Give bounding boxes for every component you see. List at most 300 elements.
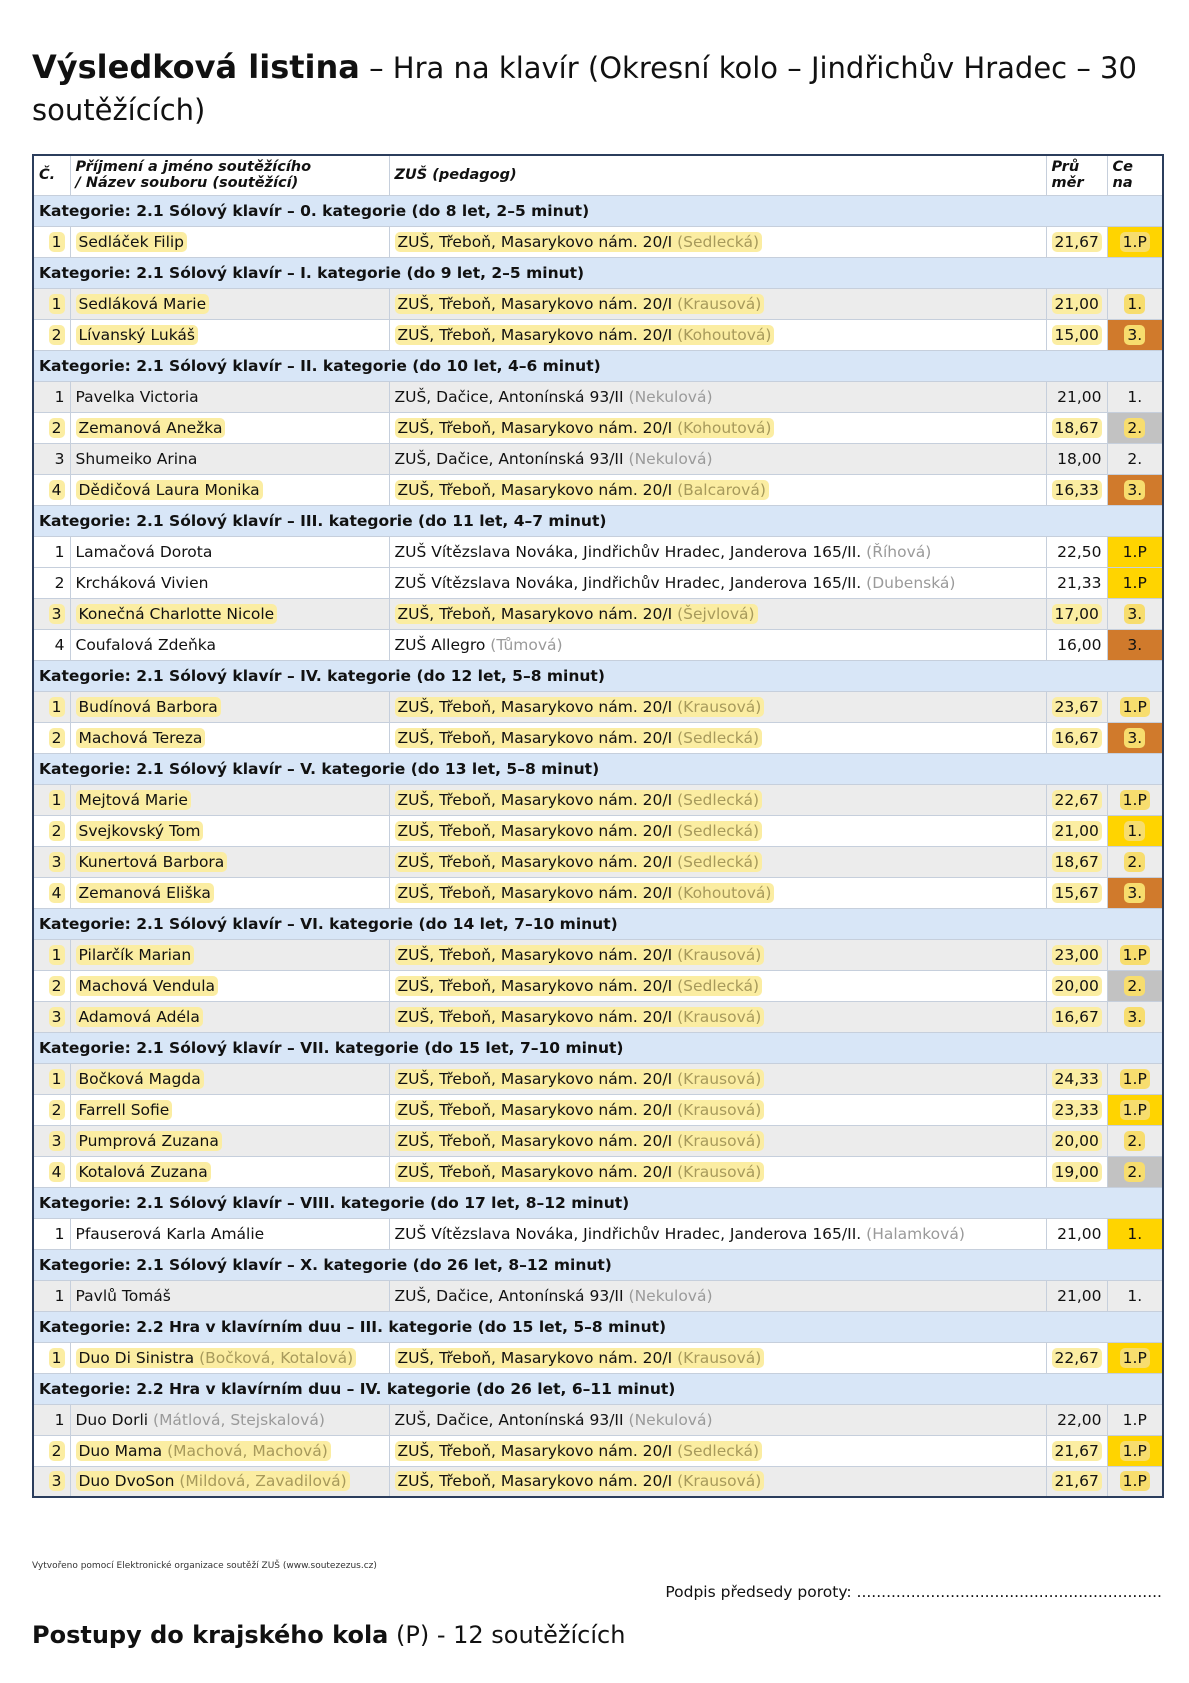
prize-cell: [1107, 970, 1163, 1001]
prize-badge: 1.P: [1122, 573, 1147, 592]
teacher-name: (Sedlecká): [677, 821, 759, 840]
school-name: ZUŠ, Dačice, Antonínská 93/II: [394, 387, 624, 406]
prize-cell: [1107, 1466, 1163, 1497]
school-wrap: [395, 604, 758, 624]
contestant-wrap: [76, 450, 198, 468]
average-cell: [1046, 381, 1107, 412]
school-cell: [389, 691, 1046, 722]
average-score: 23,67: [1052, 697, 1102, 717]
school-wrap: [395, 450, 713, 468]
school-name: ZUŠ, Třeboň, Masarykovo nám. 20/I: [397, 480, 673, 499]
contestant-wrap: [76, 1100, 173, 1120]
school-wrap: [395, 883, 775, 903]
result-row: [33, 536, 1163, 567]
teacher-name: (Nekulová): [628, 387, 713, 406]
contestant-wrap: [76, 294, 210, 314]
school-cell: [389, 1435, 1046, 1466]
rank-cell: [33, 1094, 70, 1125]
teacher-name: (Sedlecká): [677, 232, 759, 251]
teacher-name: (Krausová): [677, 945, 762, 964]
school-name: ZUŠ, Třeboň, Masarykovo nám. 20/I: [397, 1069, 673, 1088]
contestant-wrap: [76, 1287, 171, 1305]
average-cell: [1046, 474, 1107, 505]
average-cell: [1046, 846, 1107, 877]
contestant-cell: [70, 1001, 389, 1032]
contestant-name: Duo Mama: [78, 1441, 163, 1460]
rank-cell: [33, 412, 70, 443]
rank-number: 2: [49, 821, 65, 841]
average-score: 22,00: [1057, 1410, 1102, 1429]
rank-number: 1: [49, 790, 65, 810]
rank-cell: [33, 288, 70, 319]
school-cell: [389, 939, 1046, 970]
school-cell: [389, 226, 1046, 257]
prize-cell: [1107, 1404, 1163, 1435]
average-cell: [1046, 1218, 1107, 1249]
prize-badge: 3.: [1124, 325, 1145, 345]
school-name: ZUŠ Allegro: [394, 635, 486, 654]
average-cell: [1046, 722, 1107, 753]
rank-number: 1: [49, 697, 65, 717]
prize-badge: 2.: [1124, 852, 1145, 872]
school-cell: [389, 1280, 1046, 1311]
rank-cell: [33, 1001, 70, 1032]
prize-cell: [1107, 629, 1163, 660]
header-num: Č.: [33, 155, 70, 195]
prize-cell: [1107, 1342, 1163, 1373]
prize-badge: 2.: [1127, 449, 1143, 468]
average-score: 22,67: [1052, 790, 1102, 810]
header-school: ZUŠ (pedagog): [389, 155, 1046, 195]
teacher-name: (Tůmová): [490, 635, 563, 654]
category-row: [33, 908, 1163, 939]
contestant-cell: [70, 691, 389, 722]
school-wrap: [395, 636, 563, 654]
category-row: [33, 1187, 1163, 1218]
rank-number: 1: [49, 294, 65, 314]
contestant-cell: [70, 629, 389, 660]
contestant-cell: [70, 288, 389, 319]
contestant-name: Krcháková Vivien: [75, 573, 209, 592]
prize-badge: 1.: [1127, 1286, 1143, 1305]
rank-number: 1: [49, 1069, 65, 1089]
rank-number: 1: [49, 1348, 65, 1368]
rank-cell: [33, 784, 70, 815]
category-label: Kategorie: 2.1 Sólový klavír – VIII. kategorie (do 17 let, 8–12 minut): [33, 1187, 1163, 1218]
school-cell: [389, 1156, 1046, 1187]
contestant-cell: [70, 567, 389, 598]
school-wrap: [395, 790, 763, 810]
category-label: Kategorie: 2.2 Hra v klavírním duu – III. kategorie (do 15 let, 5–8 minut): [33, 1311, 1163, 1342]
school-name: ZUŠ, Třeboň, Masarykovo nám. 20/I: [397, 790, 673, 809]
contestant-wrap: [76, 1348, 357, 1368]
contestant-name: Budínová Barbora: [78, 697, 218, 716]
school-name: ZUŠ, Třeboň, Masarykovo nám. 20/I: [397, 325, 673, 344]
average-cell: [1046, 598, 1107, 629]
rank-cell: [33, 381, 70, 412]
contestant-name: Kotalová Zuzana: [78, 1162, 208, 1181]
contestant-cell: [70, 536, 389, 567]
average-score: 22,50: [1057, 542, 1102, 561]
category-row: [33, 350, 1163, 381]
contestant-name: Dědičová Laura Monika: [78, 480, 260, 499]
school-name: ZUŠ, Třeboň, Masarykovo nám. 20/I: [397, 945, 673, 964]
contestant-cell: [70, 226, 389, 257]
prize-badge: 1.P: [1120, 1471, 1150, 1491]
school-cell: [389, 1094, 1046, 1125]
contestant-wrap: [76, 543, 213, 561]
average-score: 20,00: [1052, 1131, 1102, 1151]
result-row: [33, 1156, 1163, 1187]
average-score: 21,67: [1052, 1471, 1102, 1491]
teacher-name: (Kohoutová): [677, 418, 772, 437]
average-cell: [1046, 1404, 1107, 1435]
contestant-name: Bočková Magda: [78, 1069, 201, 1088]
rank-cell: [33, 877, 70, 908]
average-cell: [1046, 1063, 1107, 1094]
contestant-wrap: [76, 697, 221, 717]
contestant-name: Pumprová Zuzana: [78, 1131, 219, 1150]
prize-cell: [1107, 1125, 1163, 1156]
rank-cell: [33, 1404, 70, 1435]
contestant-cell: [70, 939, 389, 970]
contestant-name: Mejtová Marie: [78, 790, 188, 809]
prize-badge: 3.: [1127, 635, 1143, 654]
school-cell: [389, 567, 1046, 598]
prize-cell: [1107, 1063, 1163, 1094]
average-score: 20,00: [1052, 976, 1102, 996]
prize-badge: 1.P: [1122, 542, 1147, 561]
result-row: [33, 1063, 1163, 1094]
average-score: 16,33: [1052, 480, 1102, 500]
average-cell: [1046, 815, 1107, 846]
contestant-name: Lívanský Lukáš: [78, 325, 195, 344]
rank-number: 4: [54, 635, 65, 654]
rank-cell: [33, 1280, 70, 1311]
contestant-wrap: [76, 1007, 203, 1027]
contestant-name: Machová Vendula: [78, 976, 216, 995]
header-avg: [1046, 155, 1107, 195]
school-name: ZUŠ, Třeboň, Masarykovo nám. 20/I: [397, 1162, 673, 1181]
school-name: ZUŠ, Třeboň, Masarykovo nám. 20/I: [397, 294, 673, 313]
contestant-cell: [70, 381, 389, 412]
teacher-name: (Sedlecká): [677, 790, 759, 809]
result-row: [33, 815, 1163, 846]
rank-cell: [33, 1342, 70, 1373]
contestant-name: Sedláková Marie: [78, 294, 207, 313]
average-score: 23,00: [1052, 945, 1102, 965]
category-row: [33, 1373, 1163, 1404]
prize-badge: 2.: [1124, 418, 1145, 438]
average-score: 16,67: [1052, 728, 1102, 748]
prize-badge: 2.: [1124, 1131, 1145, 1151]
contestant-cell: [70, 846, 389, 877]
average-cell: [1046, 939, 1107, 970]
prize-badge: 1.P: [1122, 1410, 1147, 1429]
prize-cell: [1107, 1435, 1163, 1466]
prize-badge: 1.P: [1120, 945, 1150, 965]
average-score: 15,67: [1052, 883, 1102, 903]
prize-badge: 1.P: [1120, 697, 1150, 717]
contestant-wrap: [76, 1411, 325, 1429]
header-name: [70, 155, 389, 195]
prize-cell: [1107, 1001, 1163, 1032]
school-name: ZUŠ, Třeboň, Masarykovo nám. 20/I: [397, 728, 673, 747]
results-body: [33, 195, 1163, 1497]
prize-cell: [1107, 443, 1163, 474]
category-label: Kategorie: 2.2 Hra v klavírním duu – IV. kategorie (do 26 let, 6–11 minut): [33, 1373, 1163, 1404]
contestant-wrap: [76, 1162, 211, 1182]
title-bold: Výsledková listina: [32, 48, 360, 86]
school-name: ZUŠ, Třeboň, Masarykovo nám. 20/I: [397, 976, 673, 995]
prize-badge: 1.P: [1120, 232, 1150, 252]
signature-line: Podpis předsedy poroty: ..............................................................: [665, 1583, 1162, 1601]
prize-badge: 1.P: [1120, 1441, 1150, 1461]
contestant-name: Duo Di Sinistra: [78, 1348, 195, 1367]
prize-badge: 3.: [1124, 728, 1145, 748]
category-row: [33, 660, 1163, 691]
rank-number: 1: [54, 387, 65, 406]
postupy-rest: (P) - 12 soutěžících: [388, 1621, 626, 1649]
teacher-name: (Sedlecká): [677, 728, 759, 747]
contestant-name: Shumeiko Arina: [75, 449, 198, 468]
contestant-cell: [70, 1280, 389, 1311]
result-row: [33, 474, 1163, 505]
school-wrap: [395, 418, 775, 438]
ensemble-members: (Mátlová, Stejskalová): [153, 1410, 325, 1429]
rank-number: 3: [49, 852, 65, 872]
teacher-name: (Krausová): [677, 1131, 762, 1150]
school-cell: [389, 970, 1046, 1001]
contestant-cell: [70, 1466, 389, 1497]
school-cell: [389, 1218, 1046, 1249]
category-label: Kategorie: 2.1 Sólový klavír – V. kategorie (do 13 let, 5–8 minut): [33, 753, 1163, 784]
prize-cell: [1107, 815, 1163, 846]
rank-number: 1: [49, 232, 65, 252]
school-wrap: [395, 294, 765, 314]
rank-cell: [33, 691, 70, 722]
school-wrap: [395, 1069, 765, 1089]
contestant-wrap: [76, 1225, 265, 1243]
school-wrap: [395, 1162, 765, 1182]
contestant-wrap: [76, 821, 204, 841]
school-cell: [389, 474, 1046, 505]
prize-badge: 1.: [1124, 294, 1145, 314]
contestant-wrap: [76, 1471, 350, 1491]
prize-cell: [1107, 939, 1163, 970]
teacher-name: (Sedlecká): [677, 852, 759, 871]
result-row: [33, 1218, 1163, 1249]
prize-badge: 3.: [1124, 1007, 1145, 1027]
contestant-wrap: [76, 1441, 331, 1461]
average-cell: [1046, 691, 1107, 722]
result-row: [33, 567, 1163, 598]
category-row: [33, 753, 1163, 784]
average-score: 21,67: [1052, 1441, 1102, 1461]
rank-number: 1: [49, 945, 65, 965]
contestant-cell: [70, 1063, 389, 1094]
header-prize: [1107, 155, 1163, 195]
prize-badge: 1.P: [1120, 1100, 1150, 1120]
rank-number: 2: [49, 418, 65, 438]
result-row: [33, 1094, 1163, 1125]
contestant-cell: [70, 319, 389, 350]
contestant-name: Adamová Adéla: [78, 1007, 200, 1026]
prize-cell: [1107, 412, 1163, 443]
school-wrap: [395, 1287, 713, 1305]
school-wrap: [395, 976, 763, 996]
school-name: ZUŠ Vítězslava Nováka, Jindřichův Hradec, Janderova 165/II.: [394, 1224, 862, 1243]
school-name: ZUŠ, Dačice, Antonínská 93/II: [394, 449, 624, 468]
average-cell: [1046, 1280, 1107, 1311]
school-name: ZUŠ, Třeboň, Masarykovo nám. 20/I: [397, 418, 673, 437]
result-row: [33, 381, 1163, 412]
school-name: ZUŠ, Dačice, Antonínská 93/II: [394, 1410, 624, 1429]
rank-number: 2: [49, 976, 65, 996]
prize-cell: [1107, 1156, 1163, 1187]
average-cell: [1046, 970, 1107, 1001]
average-score: 24,33: [1052, 1069, 1102, 1089]
postupy-bold: Postupy do krajského kola: [32, 1621, 389, 1649]
contestant-name: Machová Tereza: [78, 728, 203, 747]
prize-badge: 3.: [1124, 883, 1145, 903]
average-score: 15,00: [1052, 325, 1102, 345]
school-wrap: [395, 1131, 765, 1151]
average-cell: [1046, 1466, 1107, 1497]
school-cell: [389, 288, 1046, 319]
rank-number: 2: [49, 325, 65, 345]
teacher-name: (Krausová): [677, 1348, 762, 1367]
category-label: Kategorie: 2.1 Sólový klavír – I. kategorie (do 9 let, 2–5 minut): [33, 257, 1163, 288]
school-wrap: [395, 574, 956, 592]
average-score: 19,00: [1052, 1162, 1102, 1182]
prize-cell: [1107, 691, 1163, 722]
contestant-wrap: [76, 790, 191, 810]
average-score: 23,33: [1052, 1100, 1102, 1120]
average-cell: [1046, 877, 1107, 908]
contestant-cell: [70, 474, 389, 505]
teacher-name: (Sedlecká): [677, 976, 759, 995]
rank-cell: [33, 629, 70, 660]
result-row: [33, 846, 1163, 877]
school-name: ZUŠ, Třeboň, Masarykovo nám. 20/I: [397, 883, 673, 902]
average-score: 21,00: [1052, 821, 1102, 841]
contestant-wrap: [76, 945, 195, 965]
teacher-name: (Dubenská): [866, 573, 956, 592]
contestant-name: Kunertová Barbora: [78, 852, 225, 871]
results-table: [32, 154, 1164, 1498]
teacher-name: (Nekulová): [628, 449, 713, 468]
average-cell: [1046, 536, 1107, 567]
school-cell: [389, 536, 1046, 567]
contestant-cell: [70, 1218, 389, 1249]
prize-cell: [1107, 598, 1163, 629]
teacher-name: (Krausová): [677, 697, 762, 716]
rank-number: 4: [49, 883, 65, 903]
rank-cell: [33, 1156, 70, 1187]
average-cell: [1046, 1156, 1107, 1187]
contestant-cell: [70, 722, 389, 753]
category-row: [33, 195, 1163, 226]
rank-number: 1: [54, 1286, 65, 1305]
average-score: 22,67: [1052, 1348, 1102, 1368]
contestant-name: Konečná Charlotte Nicole: [78, 604, 275, 623]
rank-cell: [33, 536, 70, 567]
contestant-name: Duo Dorli: [75, 1410, 149, 1429]
prize-badge: 1.: [1127, 387, 1143, 406]
prize-cell: [1107, 381, 1163, 412]
average-score: 17,00: [1052, 604, 1102, 624]
rank-number: 2: [54, 573, 65, 592]
school-name: ZUŠ, Třeboň, Masarykovo nám. 20/I: [397, 697, 673, 716]
school-wrap: [395, 325, 775, 345]
result-row: [33, 412, 1163, 443]
school-name: ZUŠ Vítězslava Nováka, Jindřichův Hradec, Janderova 165/II.: [394, 573, 862, 592]
contestant-wrap: [76, 636, 217, 654]
category-label: Kategorie: 2.1 Sólový klavír – II. kategorie (do 10 let, 4–6 minut): [33, 350, 1163, 381]
category-label: Kategorie: 2.1 Sólový klavír – IV. kategorie (do 12 let, 5–8 minut): [33, 660, 1163, 691]
result-row: [33, 288, 1163, 319]
average-score: 18,00: [1057, 449, 1102, 468]
rank-cell: [33, 1435, 70, 1466]
average-cell: [1046, 443, 1107, 474]
contestant-cell: [70, 1125, 389, 1156]
average-score: 16,00: [1057, 635, 1102, 654]
contestant-wrap: [76, 480, 263, 500]
contestant-name: Lamačová Dorota: [75, 542, 213, 561]
contestant-name: Pfauserová Karla Amálie: [75, 1224, 265, 1243]
contestant-name: Farrell Sofie: [78, 1100, 170, 1119]
average-score: 21,33: [1057, 573, 1102, 592]
contestant-cell: [70, 598, 389, 629]
rank-number: 2: [49, 728, 65, 748]
result-row: [33, 598, 1163, 629]
teacher-name: (Balcarová): [677, 480, 766, 499]
contestant-cell: [70, 1435, 389, 1466]
school-name: ZUŠ, Třeboň, Masarykovo nám. 20/I: [397, 1348, 673, 1367]
prize-cell: [1107, 474, 1163, 505]
average-cell: [1046, 288, 1107, 319]
prize-badge: 3.: [1124, 480, 1145, 500]
contestant-cell: [70, 1094, 389, 1125]
result-row: [33, 1466, 1163, 1497]
rank-number: 3: [49, 1471, 65, 1491]
contestant-name: Pavlů Tomáš: [75, 1286, 171, 1305]
contestant-name: Coufalová Zdeňka: [75, 635, 216, 654]
school-cell: [389, 1125, 1046, 1156]
school-name: ZUŠ, Třeboň, Masarykovo nám. 20/I: [397, 1472, 673, 1491]
rank-cell: [33, 1466, 70, 1497]
ensemble-members: (Machová, Machová): [167, 1441, 328, 1460]
average-score: 21,00: [1057, 1286, 1102, 1305]
prize-cell: [1107, 846, 1163, 877]
contestant-name: Duo DvoSon: [78, 1472, 175, 1491]
school-name: ZUŠ, Třeboň, Masarykovo nám. 20/I: [397, 1131, 673, 1150]
rank-cell: [33, 598, 70, 629]
result-row: [33, 1342, 1163, 1373]
contestant-name: Pavelka Victoria: [75, 387, 199, 406]
teacher-name: (Kohoutová): [677, 325, 772, 344]
contestant-wrap: [76, 604, 278, 624]
rank-number: 1: [54, 1224, 65, 1243]
average-score: 21,00: [1057, 387, 1102, 406]
rank-cell: [33, 815, 70, 846]
school-name: ZUŠ Vítězslava Nováka, Jindřichův Hradec, Janderova 165/II.: [394, 542, 862, 561]
prize-cell: [1107, 1218, 1163, 1249]
teacher-name: (Krausová): [677, 1162, 762, 1181]
school-wrap: [395, 821, 763, 841]
rank-cell: [33, 1063, 70, 1094]
